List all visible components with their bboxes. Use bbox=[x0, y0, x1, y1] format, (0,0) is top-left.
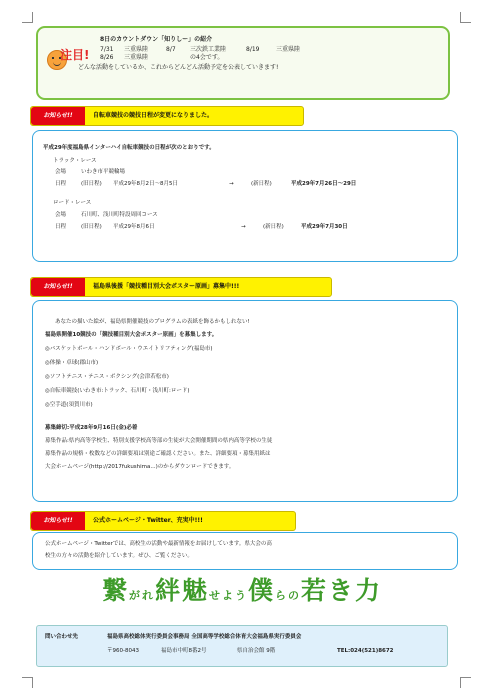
detail-3: 大会ホームページ(http://2017fukushima...)のからダウンロードできます。 bbox=[45, 464, 235, 470]
section2-p1: あなたの描いた絵が、福島県開催競技のプログラムの表紙を飾るかもしれない! bbox=[55, 319, 250, 325]
slogan bbox=[92, 573, 392, 609]
road-date-label: 日程 bbox=[55, 224, 67, 230]
venue-1: 三重県陸 bbox=[124, 46, 149, 53]
road-new-label: (新日程) bbox=[263, 224, 284, 230]
notice-line-1 bbox=[100, 46, 300, 54]
road-venue: 石川町、浅川町特設周回コース bbox=[81, 212, 158, 218]
crop-mark-bottom-right bbox=[460, 677, 471, 688]
date-1: 7/31 bbox=[100, 46, 114, 53]
slogan-part: 繋 bbox=[101, 576, 129, 605]
track-old-label: (旧日程) bbox=[81, 181, 102, 187]
event-item-4: ◎自転車競技(いわき市:トラック、石川町・浅川町:ロード) bbox=[45, 388, 190, 394]
contact-address: 福島市中町8番2号 bbox=[161, 648, 207, 654]
deadline: 募集締切:平成28年9月16日(金)必着 bbox=[45, 425, 138, 431]
track-old-date: 平成29年8月2日〜8月5日 bbox=[113, 181, 178, 187]
venue-2: 三次鉄工業陸 bbox=[190, 46, 227, 53]
notice-line-2 bbox=[100, 54, 223, 62]
slogan-part: らの bbox=[275, 589, 302, 602]
crop-mark-bottom-left bbox=[22, 677, 33, 688]
road-arrow: → bbox=[241, 224, 246, 230]
road-old-date: 平成29年8月6日 bbox=[113, 224, 155, 230]
contact-postal: 〒960-8043 bbox=[107, 648, 139, 654]
slogan-part: せよう bbox=[209, 589, 248, 602]
track-date-label: 日程 bbox=[55, 181, 67, 187]
event-item-2: ◎体操・卓球(郡山市) bbox=[45, 360, 99, 366]
road-heading: ロード・レース bbox=[53, 200, 92, 206]
slogan-part: 僕 bbox=[248, 576, 276, 605]
event-item-5: ◎空手道(須賀川市) bbox=[45, 402, 93, 408]
venue-4: 三重県陸 bbox=[124, 54, 149, 61]
contact-tel: TEL:024(521)8672 bbox=[337, 648, 394, 654]
section2-p2: 福島県開催10競技の「競技種目別大会ポスター原画」を募集します。 bbox=[45, 332, 218, 338]
slogan-part: 絆 bbox=[154, 576, 182, 605]
section3-tag: お知らせ!! bbox=[31, 512, 85, 530]
slogan-part: 力 bbox=[355, 576, 383, 605]
date-2: 8/7 bbox=[166, 46, 176, 53]
count-text: の4会です。 bbox=[190, 54, 224, 61]
contact-building: 県自治会館 9階 bbox=[237, 648, 276, 654]
track-new-date: 平成29年7月26日〜29日 bbox=[291, 181, 357, 187]
crop-mark-top-left bbox=[22, 12, 33, 23]
section2-header bbox=[30, 277, 332, 297]
slogan-part: 若き bbox=[301, 576, 356, 605]
section3-box bbox=[32, 532, 458, 570]
section1-header bbox=[30, 106, 304, 126]
crop-mark-top-right bbox=[460, 12, 471, 23]
section1-tag: お知らせ!! bbox=[31, 107, 85, 125]
slogan-part: 魅 bbox=[181, 576, 209, 605]
section1-intro: 平成29年度福島県インターハイ自転車競技の日程が次のとおりです。 bbox=[43, 145, 215, 151]
notice-box bbox=[36, 26, 450, 100]
road-new-date: 平成29年7月30日 bbox=[301, 224, 348, 230]
contact-org: 福島県高校総体実行委員会事務局 全国高等学校総合体育大会福島県実行委員会 bbox=[107, 634, 302, 640]
road-venue-label: 会場 bbox=[55, 212, 67, 218]
section3-title: 公式ホームページ・Twitter、充実中!!! bbox=[93, 517, 203, 524]
event-item-3: ◎ソフトテニス・テニス・ボクシング(会津若松市) bbox=[45, 374, 169, 380]
detail-2: 募集作品の規格・枚数などの詳細要項は別途ご確認ください。また、詳細要項・募集用紙は bbox=[45, 451, 271, 457]
contact-box bbox=[36, 625, 448, 667]
section2-tag: お知らせ!! bbox=[31, 278, 85, 296]
section2-title: 福島県後援「競技種目別大会ポスター原画」募集中!!! bbox=[93, 283, 240, 290]
section3-header bbox=[30, 511, 296, 531]
venue-3: 三重県陸 bbox=[276, 46, 301, 53]
track-new-label: (新日程) bbox=[251, 181, 272, 187]
contact-label: 問い合わせ先 bbox=[45, 634, 79, 640]
badge-label: 注目! bbox=[60, 48, 90, 62]
detail-1: 募集作品:県内高等学校生、特別支援学校高等部の生徒が大会開催期間の県内高等学校の生徒 bbox=[45, 438, 273, 444]
slogan-part: がれ bbox=[128, 589, 155, 602]
road-old-label: (旧日程) bbox=[81, 224, 102, 230]
track-heading: トラック・レース bbox=[53, 158, 97, 164]
section1-title: 自転車競技の競技日程が変更になりました。 bbox=[93, 112, 214, 119]
track-venue-label: 会場 bbox=[55, 169, 67, 175]
section2-box bbox=[32, 300, 458, 502]
notice-line-3: どんな活動をしているか、これからどんどん活動予定を公表していきます! bbox=[78, 64, 279, 71]
date-3: 8/19 bbox=[246, 46, 260, 53]
event-item-1: ◎バスケットボール・ハンドボール・ウエイトリフティング(福島市) bbox=[45, 346, 213, 352]
section3-p1: 公式ホームページ・Twitterでは、高校生の活動や最新情報をお届けしています。県大会の高 bbox=[45, 541, 272, 547]
track-arrow: → bbox=[229, 181, 234, 187]
notice-title: 8日のカウントダウン「知りしー」の紹介 bbox=[100, 36, 213, 43]
section3-p2: 校生の方々の活動を紹介しています。ぜひ、ご覧ください。 bbox=[45, 553, 193, 559]
track-venue: いわき市平競輪場 bbox=[81, 169, 126, 175]
date-4: 8/26 bbox=[100, 54, 114, 61]
section1-box bbox=[32, 130, 458, 262]
